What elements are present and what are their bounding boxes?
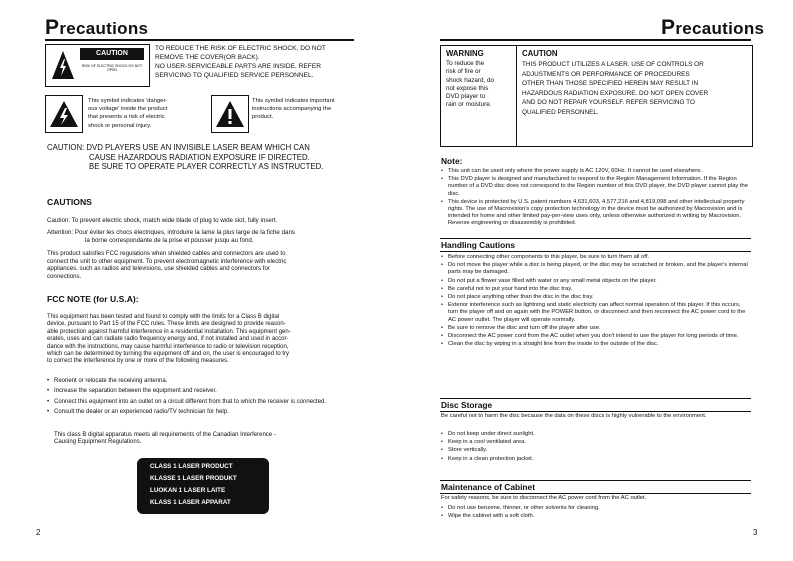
- laser-caution: CAUTION: DVD PLAYERS USE AN INVISIBLE LASER BEAM WHICH CAN CAUSE HAZARDOUS RADIATION EXPOSURE IF DIRECTED. BE SURE TO OPERATE PLAYER CORRECTLY AS INSTRUCTED.: [47, 143, 324, 171]
- page-number: 2: [36, 528, 41, 537]
- list-item: • Store vertically.: [441, 447, 751, 454]
- exclamation-triangle-icon: [212, 96, 248, 132]
- list-item: • Clean the disc by wiping in a straight line from the inside to the outside of the disc.: [441, 341, 751, 348]
- handling-list: [441, 254, 751, 349]
- fcc-heading: FCC NOTE (for U.S.A):: [47, 294, 139, 304]
- list-item: • Consult the dealer or an experienced radio/TV technician for help.: [47, 409, 363, 416]
- list-item: • Reorient or relocate the receiving antenna.: [47, 378, 363, 385]
- cabinet-intro: For safety reasons, be sure to disconnect the AC power cord from the AC outlet.: [441, 495, 647, 501]
- list-item: • Disconnect the AC power cord from the AC outlet when you don't intend to use the player for long periods of time.: [441, 333, 751, 340]
- list-item: • Do not put a flower vase filled with water or any small metal objects on the player.: [441, 278, 751, 285]
- list-item: • Wipe the cabinet with a soft cloth.: [441, 513, 751, 520]
- right-page: [397, 0, 793, 561]
- list-item: • Keep in a clean protection jacket.: [441, 456, 751, 463]
- bolt-symbol-box: [45, 95, 83, 133]
- warning-body: To reduce the risk of fire or shock hazard, do not expose this DVD player to rain or moisture.: [446, 60, 494, 109]
- note-heading: Note:: [441, 156, 463, 166]
- left-page: [0, 0, 396, 561]
- list-item: • Be sure to remove the disc and turn off the player after use.: [441, 325, 751, 332]
- list-item: • This unit can be used only where the power supply is AC 120V, 60Hz. It cannot be used elsewhere.: [441, 168, 751, 175]
- cabinet-list: [441, 505, 751, 521]
- laser-product-label: CLASS 1 LASER PRODUCT KLASSE 1 LASER PRODUKT LUOKAN 1 LASER LAITE KLASS 1 LASER APPARAT: [137, 458, 269, 514]
- storage-heading: Disc Storage: [441, 400, 493, 410]
- page-title: Precautions: [661, 16, 765, 39]
- list-item: • This DVD player is designed and manufactured to respond to the Region Management Information. If the Region number of a DVD disc does not correspond to the Region number of this DVD player, the DVD player cannot play the disc.: [441, 176, 751, 198]
- canada-note: This class B digital apparatus meets all requirements of the Canadian Interference - Causing Equipment Regulations.: [54, 432, 276, 446]
- storage-list: [441, 431, 751, 464]
- caution-en: Caution: To prevent electric shock, match wide blade of plug to wide slot, fully insert.: [47, 217, 278, 224]
- list-item: • Increase the separation between the equipment and receiver.: [47, 388, 363, 395]
- section-rule: [440, 238, 751, 239]
- page-number: 3: [753, 528, 758, 537]
- list-item: • Do not keep under direct sunlight.: [441, 431, 751, 438]
- shock-warning: TO REDUCE THE RISK OF ELECTRIC SHOCK, DO NOT REMOVE THE COVER(OR BACK). NO USER-SERVICEABLE PARTS ARE INSIDE. REFER SERVICING TO QUALIFIED SERVICE PERSONNEL.: [155, 45, 326, 79]
- caution-heading: CAUTION: [522, 49, 558, 58]
- list-item: • Connect this equipment into an outlet on a circuit different from that to which the receiver is connected.: [47, 399, 363, 406]
- lightning-bolt-icon: [51, 49, 75, 81]
- list-item: • Do not place anything other than the disc in the disc tray.: [441, 294, 751, 301]
- bolt-symbol-text: This symbol indicates 'danger- ous voltage' inside the product that presents a risk of electric shock or personal injury.: [88, 98, 168, 129]
- handling-heading: Handling Cautions: [441, 240, 515, 250]
- list-item: • Be careful not to put your hand into the disc tray.: [441, 286, 751, 293]
- list-item: • Do not use benzene, thinner, or other solvents for cleaning.: [441, 505, 751, 512]
- caution-label-box: [45, 44, 150, 87]
- section-rule: [440, 480, 751, 481]
- exclamation-symbol-box: [211, 95, 249, 133]
- exclamation-symbol-text: This symbol indicates important instructions accompanying the product.: [252, 98, 335, 121]
- lightning-bolt-icon: [46, 96, 82, 132]
- note-list: [441, 168, 751, 229]
- cautions-heading: CAUTIONS: [47, 197, 92, 207]
- section-rule: [440, 251, 751, 252]
- section-rule: [440, 411, 751, 412]
- caution-body: THIS PRODUCT UTILIZES A LASER. USE OF CONTROLS OR ADJUSTMENTS OR PERFORMANCE OF PROCEDURES OTHER THAN THOSE SPECIFIED HEREIN MAY RESULT IN HAZARDOUS RADIATION EXPOSURE. DO NOT OPEN COVER AND DO NOT REPAIR YOURSELF. REFER SERVICING TO QUALIFIED PERSONNEL.: [522, 61, 709, 116]
- caution-label: CAUTION: [80, 48, 144, 60]
- fcc-body: This equipment has been tested and found to comply with the limits for a Class B digital device, pursuant to Part 15 of the FCC rules. These limits are designed to provide reason- able protection against harmful interference in a residential installation. This equipment gen- erates, uses and can radiate radio frequency energy and, if not installed and used in accor- dance with the instructions, may cause harmful interference to radio or television reception, which can be determined by turning the equipment off and on, the user is encouraged to try to correct the interference by one or more of the following measures.: [47, 314, 291, 365]
- fcc-measures-list: [47, 378, 363, 417]
- list-item: • Keep in a cool ventilated area.: [441, 439, 751, 446]
- section-rule: [440, 398, 751, 399]
- title-rule: [440, 39, 751, 41]
- list-item: • Exterior interference such as lightning and static electricity can affect normal operation of this player. If this occurs, turn the player off and on again with the POWER button, or disconnect and then reconnect the AC power cord to the AC power outlet. The player will operate normally.: [441, 302, 751, 324]
- warning-caution-box: [440, 45, 753, 147]
- list-item: • Before connecting other components to this player, be sure to turn them all off.: [441, 254, 751, 261]
- section-rule: [440, 493, 751, 494]
- cabinet-heading: Maintenance of Cabinet: [441, 482, 535, 492]
- list-item: • This device is protected by U.S. patent numbers 4,631,603, 4,577,216 and 4,819,098 and other intellectual property rights. The use of Macrovision's copy protection technology in the device must be authorized by Macrovision and is intended for home and other limited pay-per-view uses only, unless otherwise authorized in writing by Macrovision. Reverse engineering or disassembly is prohibited.: [441, 199, 751, 228]
- warning-heading: WARNING: [446, 49, 484, 58]
- caution-label-sub: RISK OF ELECTRIC SHOCK DO NOT OPEN: [81, 64, 143, 72]
- caution-fr: Attention: Pour éviter les chocs électriques, introduire la lame la plus large de la fiche dans la borne correspondante de la prise et pousser jusqu au fond.: [47, 229, 296, 245]
- storage-intro: Be careful not to harm the disc because the data on these discs is highly vulnerable to the environment.: [441, 413, 707, 419]
- page-title: Precautions: [45, 16, 149, 39]
- title-rule: [45, 39, 354, 41]
- list-item: • Do not move the player while a disc is being played, or the disc may be scratched or broken, and the player's internal parts may be damaged.: [441, 262, 751, 276]
- fcc-intro: This product satisfies FCC regulations when shielded cables and connectors are used to connect the unit to other equipment. To prevent electromagnetic interference with electric appliances, such as radios and televisions, use shielded cables and connectors for connections.: [47, 250, 287, 280]
